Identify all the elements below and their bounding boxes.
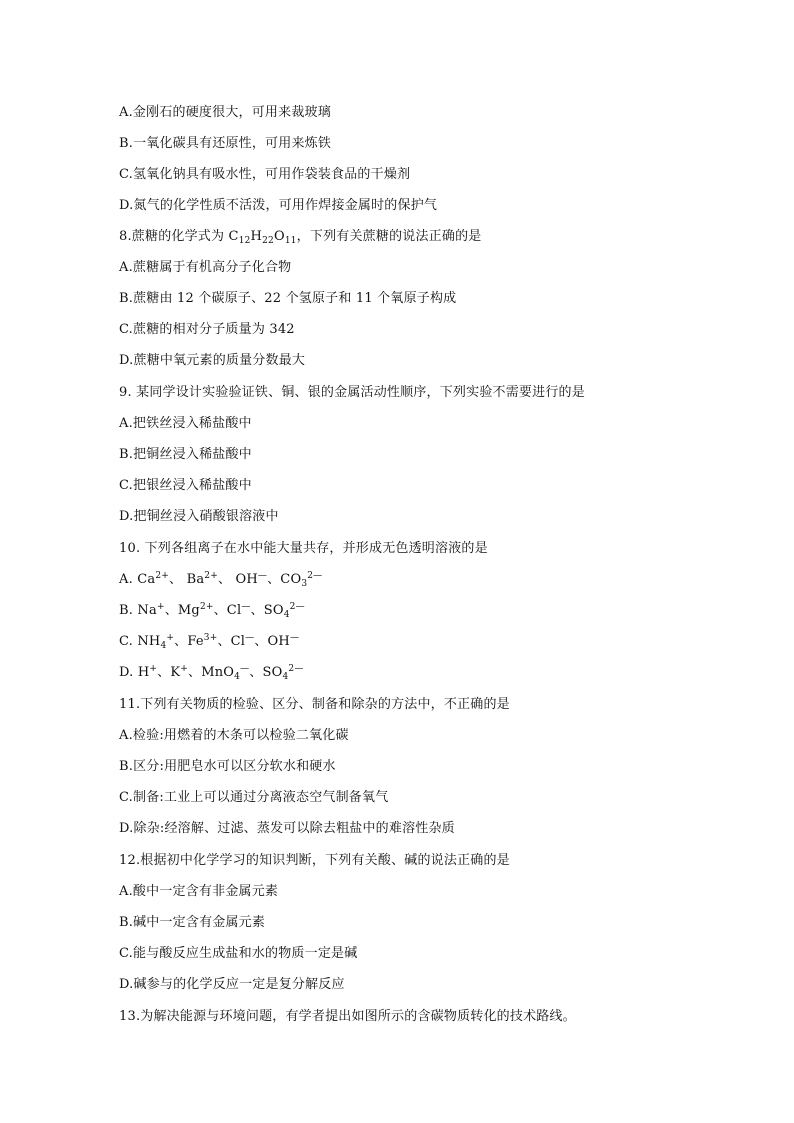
q11-stem: 11.下列有关物质的检验、区分、制备和除杂的方法中，不正确的是: [119, 697, 510, 712]
q12-option-d: D.碱参与的化学反应一定是复分解反应: [119, 977, 345, 992]
q13-stem: 13.为解决能源与环境问题，有学者提出如图所示的含碳物质转化的技术路线。: [119, 1009, 576, 1024]
q11-option-b: B.区分:用肥皂水可以区分软水和硬水: [119, 759, 336, 774]
q8-stem: 8.蔗糖的化学式为 $C_{12}H_{22}O_{11}$，下列有关蔗糖的说法正确的是: [119, 229, 482, 246]
q9-option-b: B.把铜丝浸入稀盐酸中: [119, 447, 252, 462]
q10-option-b: B. Na+、$Mg^{2+}$、Cl—、$SO_4^{2—}$: [119, 602, 305, 620]
q7-option-d: D.氮气的化学性质不活泼，可用作焊接金属时的保护气: [119, 198, 438, 213]
q8-option-d: D.蔗糖中氧元素的质量分数最大: [119, 353, 306, 368]
q8-option-b: B.蔗糖由 12 个碳原子、22 个氢原子和 11 个氧原子构成: [119, 291, 457, 306]
q10-option-a: A. $Ca^{2+}$、 $Ba^{2+}$、 OH—、$CO_3^{2—}$: [119, 571, 323, 589]
q8-option-a: A.蔗糖属于有机高分子化合物: [119, 260, 292, 275]
q10-option-d: D. H+、K+、MnO$_4$—、$SO_4^{2—}$: [119, 664, 304, 682]
q12-option-b: B.碱中一定含有金属元素: [119, 915, 266, 930]
q9-stem: 9. 某同学设计实验验证铁、铜、银的金属活动性顺序，下列实验不需要进行的是: [119, 385, 585, 400]
q12-option-c: C.能与酸反应生成盐和水的物质一定是碱: [119, 946, 358, 961]
q12-option-a: A.酸中一定含有非金属元素: [119, 884, 279, 899]
q12-stem: 12.根据初中化学学习的知识判断，下列有关酸、碱的说法正确的是: [119, 853, 510, 868]
q11-option-c: C.制备:工业上可以通过分离液态空气制备氧气: [119, 790, 389, 805]
q8-option-c: C.蔗糖的相对分子质量为 342: [119, 322, 295, 337]
q9-option-d: D.把铜丝浸入硝酸银溶液中: [119, 509, 279, 524]
q7-option-a: A.金刚石的硬度很大，可用来裁玻璃: [119, 105, 331, 120]
q10-option-c: C. $NH_4^+$、$Fe^{3+}$、Cl—、OH—: [119, 633, 300, 651]
q10-stem: 10. 下列各组离子在水中能大量共存，并形成无色透明溶液的是: [119, 541, 488, 556]
q11-option-a: A.检验:用燃着的木条可以检验二氧化碳: [119, 728, 349, 743]
q11-option-d: D.除杂:经溶解、过滤、蒸发可以除去粗盐中的难溶性杂质: [119, 821, 455, 836]
q7-option-b: B.一氧化碳具有还原性，可用来炼铁: [119, 136, 332, 151]
q9-option-c: C.把银丝浸入稀盐酸中: [119, 478, 252, 493]
q9-option-a: A.把铁丝浸入稀盐酸中: [119, 416, 252, 431]
q7-option-c: C.氢氧化钠具有吸水性，可用作袋装食品的干燥剂: [119, 167, 411, 182]
